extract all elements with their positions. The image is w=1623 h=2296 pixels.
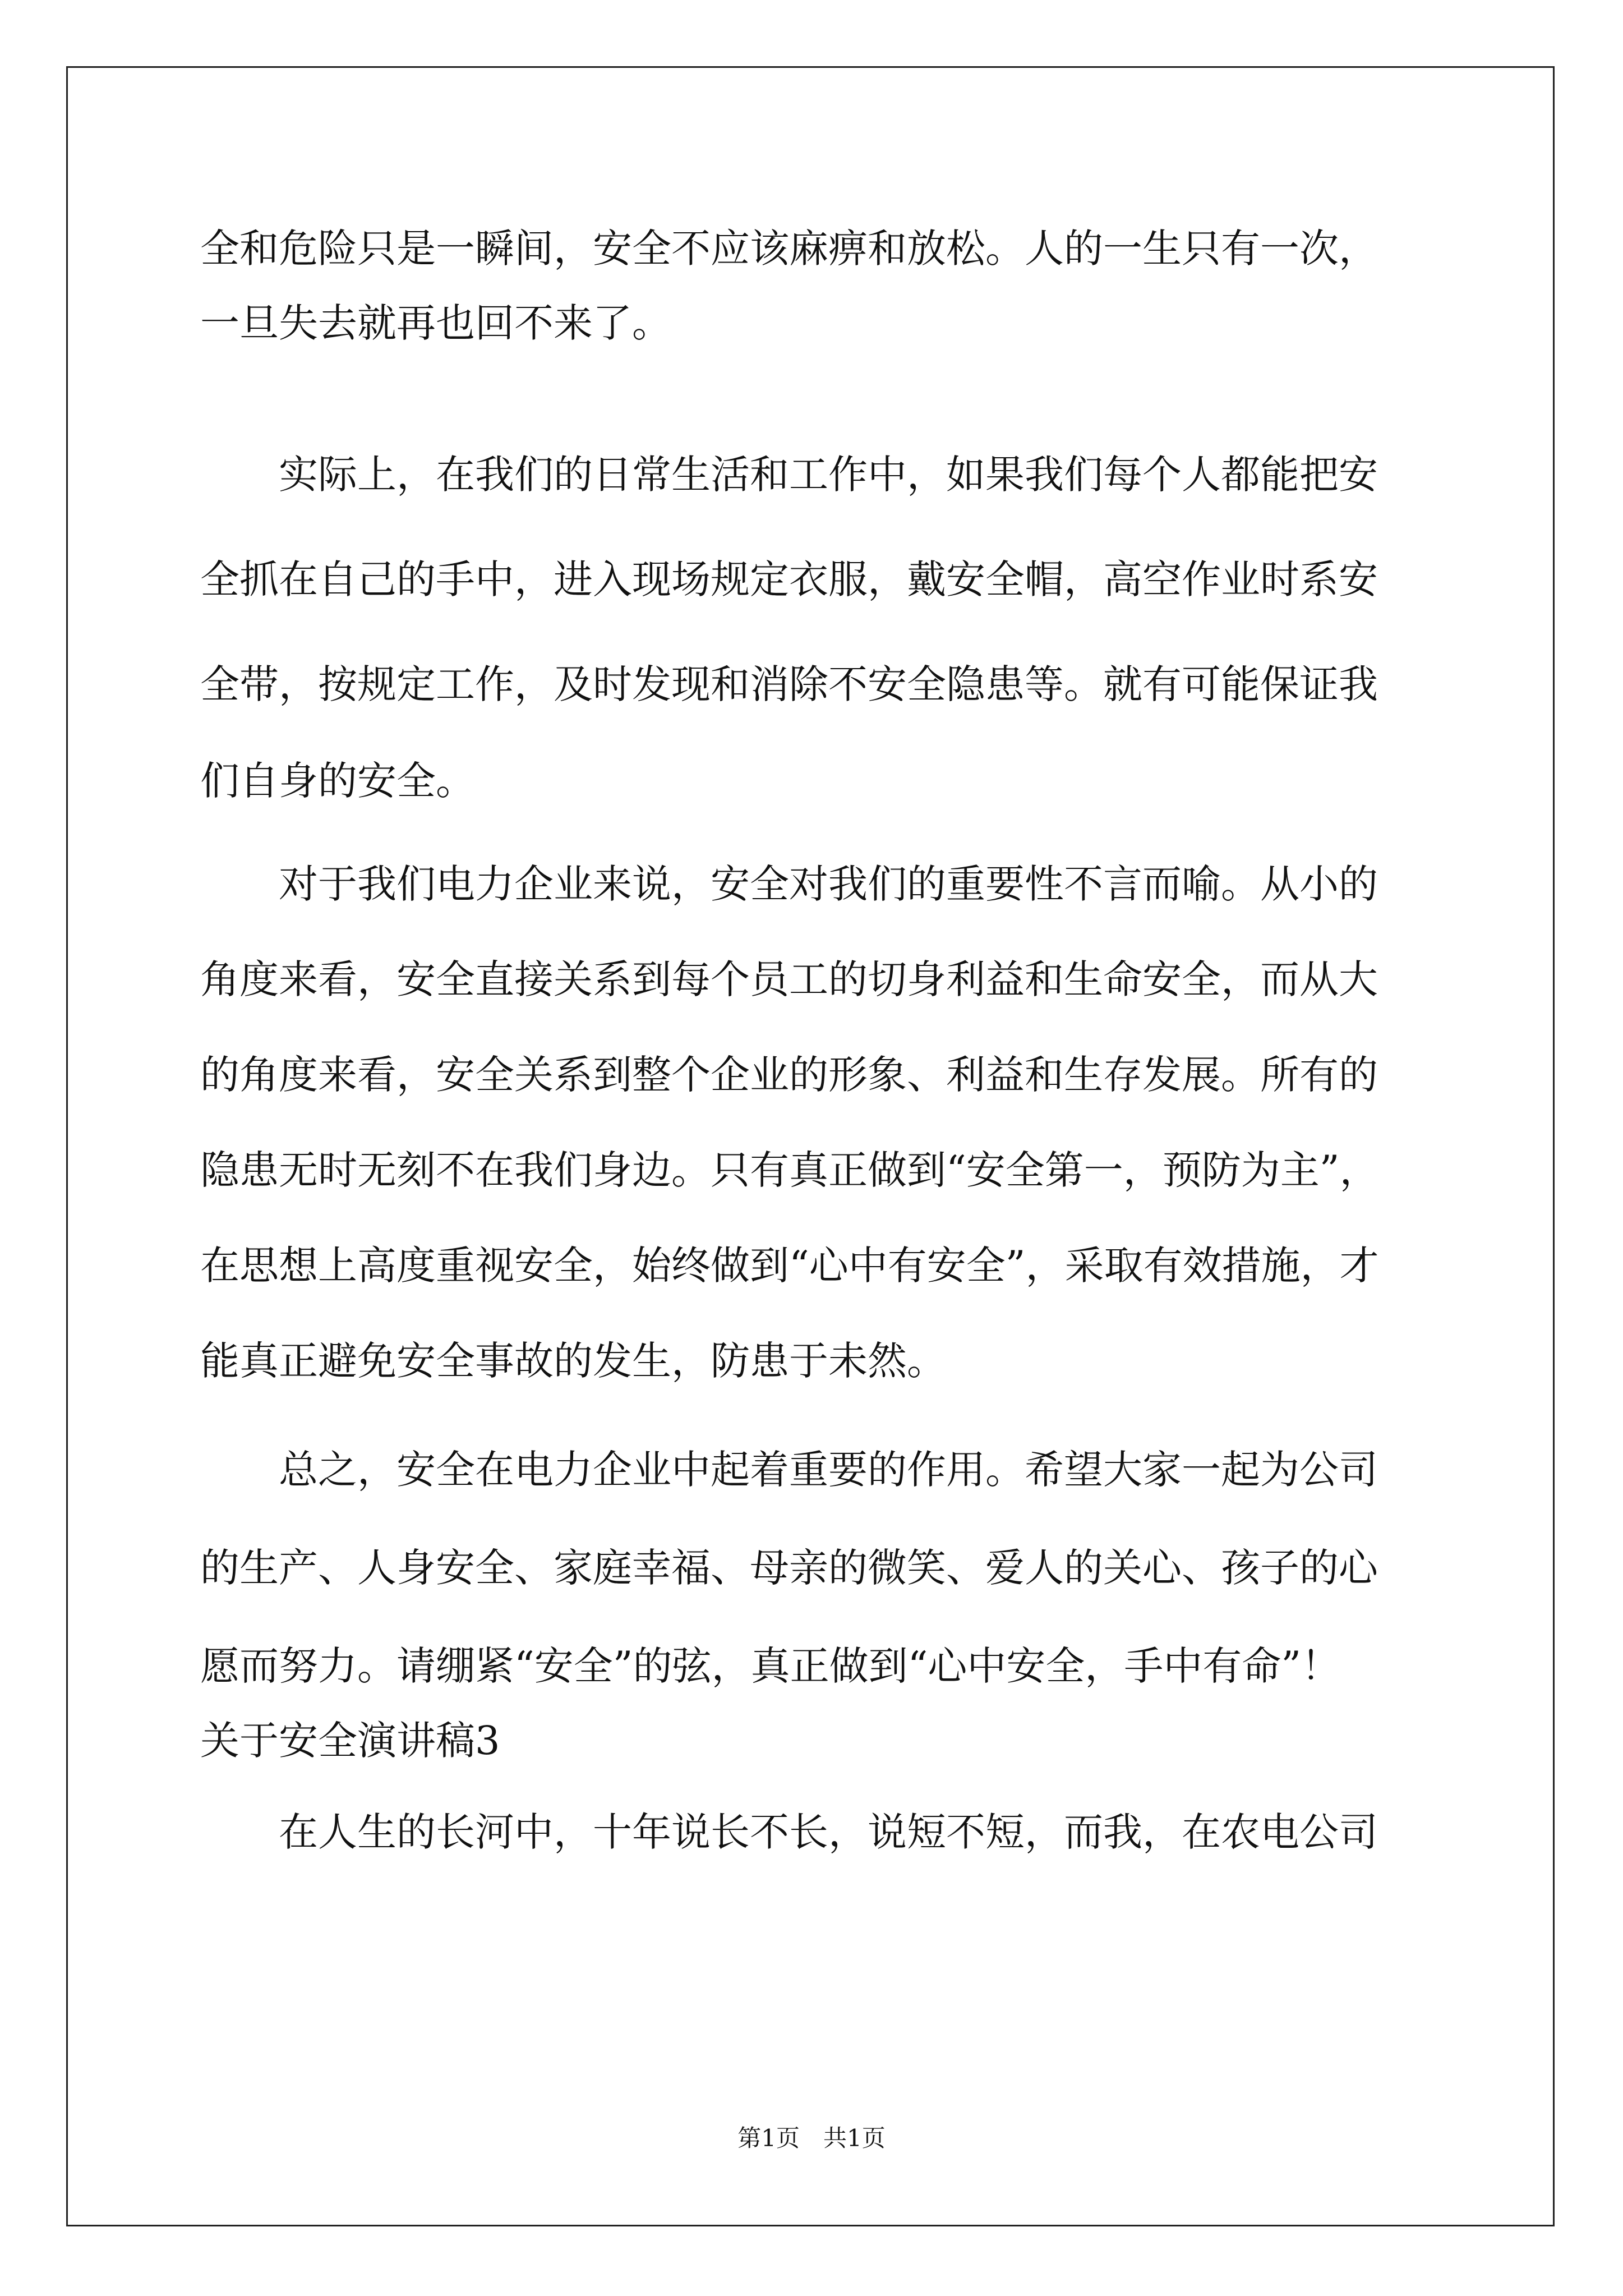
text-line: 的生产、人身安全、家庭幸福、母亲的微笑、爱人的关心、孩子的心	[200, 1545, 1378, 1591]
text-line: 愿而努力。请绷紧“安全”的弦，真正做到“心中安全，手中有命”！	[200, 1643, 1341, 1689]
text-line: 对于我们电力企业来说，安全对我们的重要性不言而喻。从小的	[200, 861, 1378, 907]
text-line: 角度来看，安全直接关系到每个员工的切身利益和生命安全，而从大	[200, 956, 1378, 1002]
text-line: 能真正避免安全事故的发生，防患于未然。	[200, 1338, 946, 1384]
text-line: 总之，安全在电力企业中起着重要的作用。希望大家一起为公司	[200, 1447, 1378, 1493]
text-line: 们自身的安全。	[200, 758, 475, 804]
text-line: 一旦失去就再也回不来了。	[200, 300, 671, 346]
text-line: 全带，按规定工作，及时发现和消除不安全隐患等。就有可能保证我	[200, 661, 1378, 707]
text-line: 的角度来看，安全关系到整个企业的形象、利益和生存发展。所有的	[200, 1052, 1378, 1098]
section-heading: 关于安全演讲稿3	[200, 1718, 500, 1764]
text-line: 在人生的长河中，十年说长不长，说短不短，而我，在农电公司	[200, 1809, 1378, 1855]
text-line: 实际上，在我们的日常生活和工作中，如果我们每个人都能把安	[200, 452, 1378, 498]
text-line: 在思想上高度重视安全，始终做到“心中有安全”，采取有效措施，才	[200, 1243, 1379, 1289]
text-line: 隐患无时无刻不在我们身边。只有真正做到“安全第一，预防为主”，	[200, 1147, 1379, 1193]
text-line: 全和危险只是一瞬间，安全不应该麻痹和放松。人的一生只有一次，	[200, 226, 1378, 272]
page-border	[66, 66, 1555, 2226]
page-number-footer: 第1页 共1页	[737, 2124, 886, 2152]
text-line: 全抓在自己的手中，进入现场规定衣服，戴安全帽，高空作业时系安	[200, 556, 1378, 602]
